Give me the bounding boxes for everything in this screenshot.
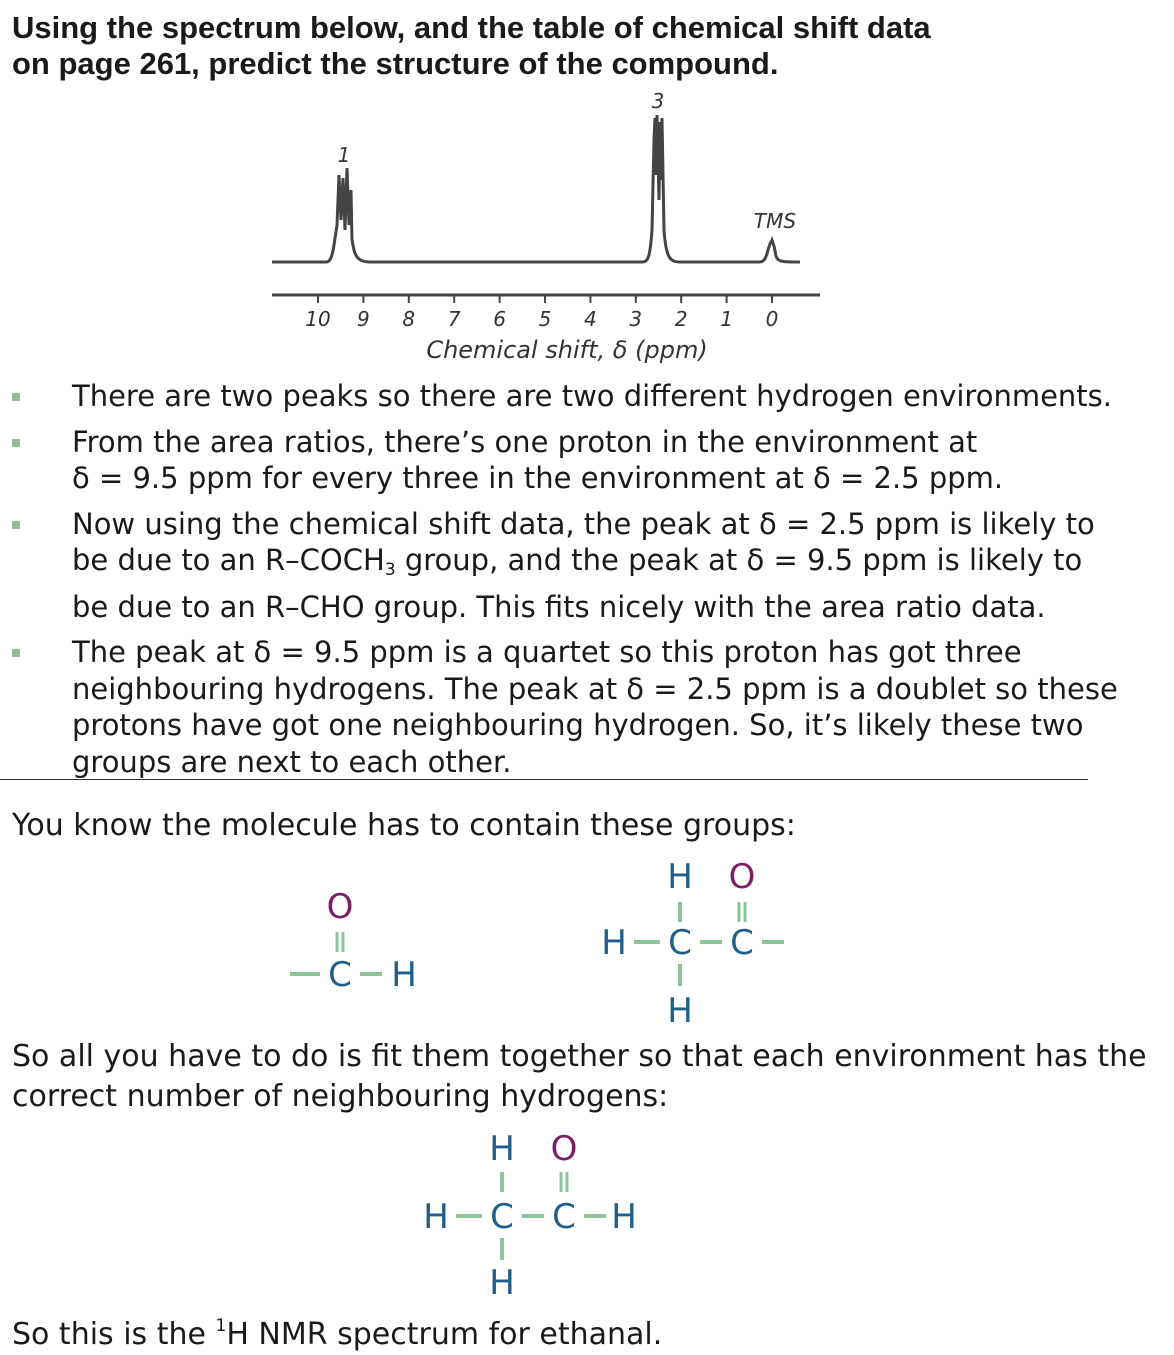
list-item: The peak at δ = 9.5 ppm is a quartet so this proton has got three neighbouring hydrogens. The peak at δ = 2.5 ppm is a doublet so these protons have got one neighbouring hydrogen. So, it’s likely these two groups are next to each other.: [0, 634, 1174, 780]
axis-ticks: [305, 295, 778, 331]
axis-tick-label: 2: [674, 307, 688, 331]
fit-text: [12, 1037, 1147, 1117]
atom-o: O: [550, 1129, 578, 1169]
axis-tick-label: 7: [447, 307, 461, 331]
peak-label-3: 3: [651, 90, 665, 113]
atom-h: H: [667, 991, 693, 1030]
axis-tick-label: 5: [538, 307, 552, 331]
question-line-1: Using the spectrum below, and the table of chemical shift data: [12, 10, 931, 45]
axis-tick-label: 1: [720, 307, 733, 331]
conclusion-text: So this is the $^1$H NMR spectrum for ethanal.: [12, 1316, 663, 1352]
spectrum-trace: [272, 115, 800, 262]
axis-tick-label: 6: [493, 307, 506, 331]
atom-c: C: [328, 955, 352, 995]
axis-tick-label: 0: [765, 307, 779, 331]
axis-tick-label: 4: [584, 307, 597, 331]
bullet-icon: [12, 521, 20, 529]
bullet-icon: [12, 649, 20, 657]
atom-h: H: [611, 1197, 637, 1237]
know-text: You know the molecule has to contain these groups:: [12, 808, 796, 843]
atom-h: H: [391, 955, 417, 995]
bullet-list: [0, 378, 1174, 789]
atom-h: H: [667, 857, 693, 897]
atom-h: H: [489, 1129, 515, 1169]
atom-h: H: [423, 1197, 449, 1237]
axis-tick-label: 3: [629, 307, 643, 331]
bullet-icon: [12, 439, 20, 447]
question-line-2: on page 261, predict the structure of the compound.: [12, 46, 779, 81]
nmr-spectrum: [0, 90, 1174, 370]
bullet-icon: [12, 393, 20, 401]
fit-text-line-2: correct number of neighbouring hydrogens:: [12, 1079, 669, 1114]
ethanal-structure-diagram: [410, 1122, 650, 1302]
aldehyde-group-diagram: [280, 880, 430, 1000]
atom-h: H: [489, 1263, 515, 1302]
peak-label-1: 1: [337, 143, 351, 167]
question-text: [12, 10, 1012, 82]
axis-tick-label: 9: [357, 307, 370, 331]
peak-label-tms: TMS: [753, 209, 797, 233]
list-item: From the area ratios, there’s one proton in the environment at δ = 9.5 ppm for every three in the environment at δ = 2.5 ppm.: [0, 424, 1174, 497]
atom-c: C: [668, 923, 692, 963]
axis-tick-label: 8: [402, 307, 416, 331]
axis-tick-label: 10: [305, 307, 331, 331]
methyl-carbonyl-group-diagram: [590, 850, 790, 1030]
section-divider: [0, 779, 1088, 780]
atom-c: C: [552, 1197, 576, 1237]
axis-label: Chemical shift, δ (ppm): [426, 336, 708, 364]
atom-h: H: [601, 923, 627, 963]
fit-text-line-1: So all you have to do is fit them together so that each environment has the: [12, 1039, 1147, 1074]
atom-o: O: [326, 887, 354, 927]
list-item: Now using the chemical shift data, the peak at δ = 2.5 ppm is likely to be due to an $R-COCH_3$ group, and the peak at δ = 9.5 ppm is likely to be due to an R–CHO group. This fits nicely with the area ratio data.: [0, 506, 1174, 626]
atom-c: C: [490, 1197, 514, 1237]
atom-c: C: [730, 923, 754, 963]
list-item: There are two peaks so there are two different hydrogen environments.: [0, 378, 1174, 415]
atom-o: O: [728, 857, 756, 897]
